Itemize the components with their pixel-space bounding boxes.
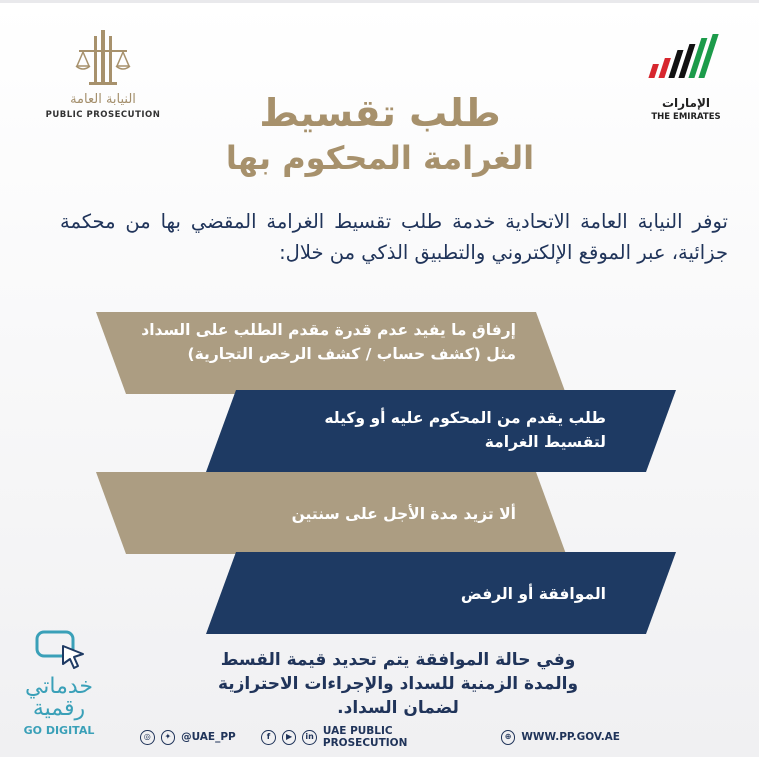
social-handle[interactable]: @UAE_PP (181, 731, 236, 743)
step-band-3 (96, 472, 566, 554)
emirates-stripes-icon (646, 30, 726, 90)
globe-icon[interactable]: ⊕ (501, 730, 516, 745)
step-band-1 (96, 312, 566, 394)
linkedin-icon[interactable]: in (302, 730, 317, 745)
screen-cursor-icon (29, 628, 89, 670)
instagram-icon[interactable]: ◎ (140, 730, 155, 745)
step-text-2: طلب يقدم من المحكوم عليه أو وكيله لتقسيط الغرامة (324, 409, 606, 451)
emirates-name-ar: الإمارات (661, 96, 711, 110)
step-text-3: ألا تزيد مدة الأجل على سنتين (291, 505, 516, 523)
twitter-icon[interactable]: ✦ (161, 730, 176, 745)
page-title-line1: طلب تقسيط (259, 91, 501, 135)
the-emirates-logo (636, 30, 736, 140)
org-name[interactable]: UAE PUBLIC PROSECUTION (322, 725, 408, 749)
scales-icon (73, 28, 133, 88)
intro-paragraph: توفر النيابة العامة الاتحادية خدمة طلب تقسيط الغرامة المقضي بها من محكمة جزائية، عبر الموقع الإلكتروني والتطبيق الذكي من خلال: (60, 210, 728, 264)
go-digital-logo (14, 628, 104, 748)
go-digital-ar-line2: رقمية (32, 696, 86, 721)
emirates-name-en: THE EMIRATES (651, 112, 721, 122)
facebook-icon[interactable]: f (261, 730, 276, 745)
top-divider (0, 0, 759, 3)
footer-bar (140, 726, 620, 748)
public-prosecution-logo (28, 28, 178, 138)
youtube-icon[interactable]: ▶ (282, 730, 297, 745)
step-text-1: إرفاق ما يفيد عدم قدرة مقدم الطلب على السداد مثل (كشف حساب / كشف الرخص التجارية) (141, 321, 516, 363)
go-digital-ar-line1: خدماتي (24, 674, 94, 699)
step-band-2 (206, 390, 676, 472)
outro-paragraph: وفي حالة الموافقة يتم تحديد قيمة القسط والمدة الزمنية للسداد والإجراءات الاحترازية لضمان السداد. (217, 650, 579, 718)
website-link[interactable]: WWW.PP.GOV.AE (521, 731, 620, 743)
page-title-line2: الغرامة المحكوم بها (225, 139, 535, 177)
step-band-4 (206, 552, 676, 634)
go-digital-en: GO DIGITAL (23, 724, 95, 737)
step-text-4: الموافقة أو الرفض (460, 585, 606, 603)
prosecution-name-en: PUBLIC PROSECUTION (45, 110, 161, 120)
prosecution-name-ar: النيابة العامة (70, 92, 136, 107)
